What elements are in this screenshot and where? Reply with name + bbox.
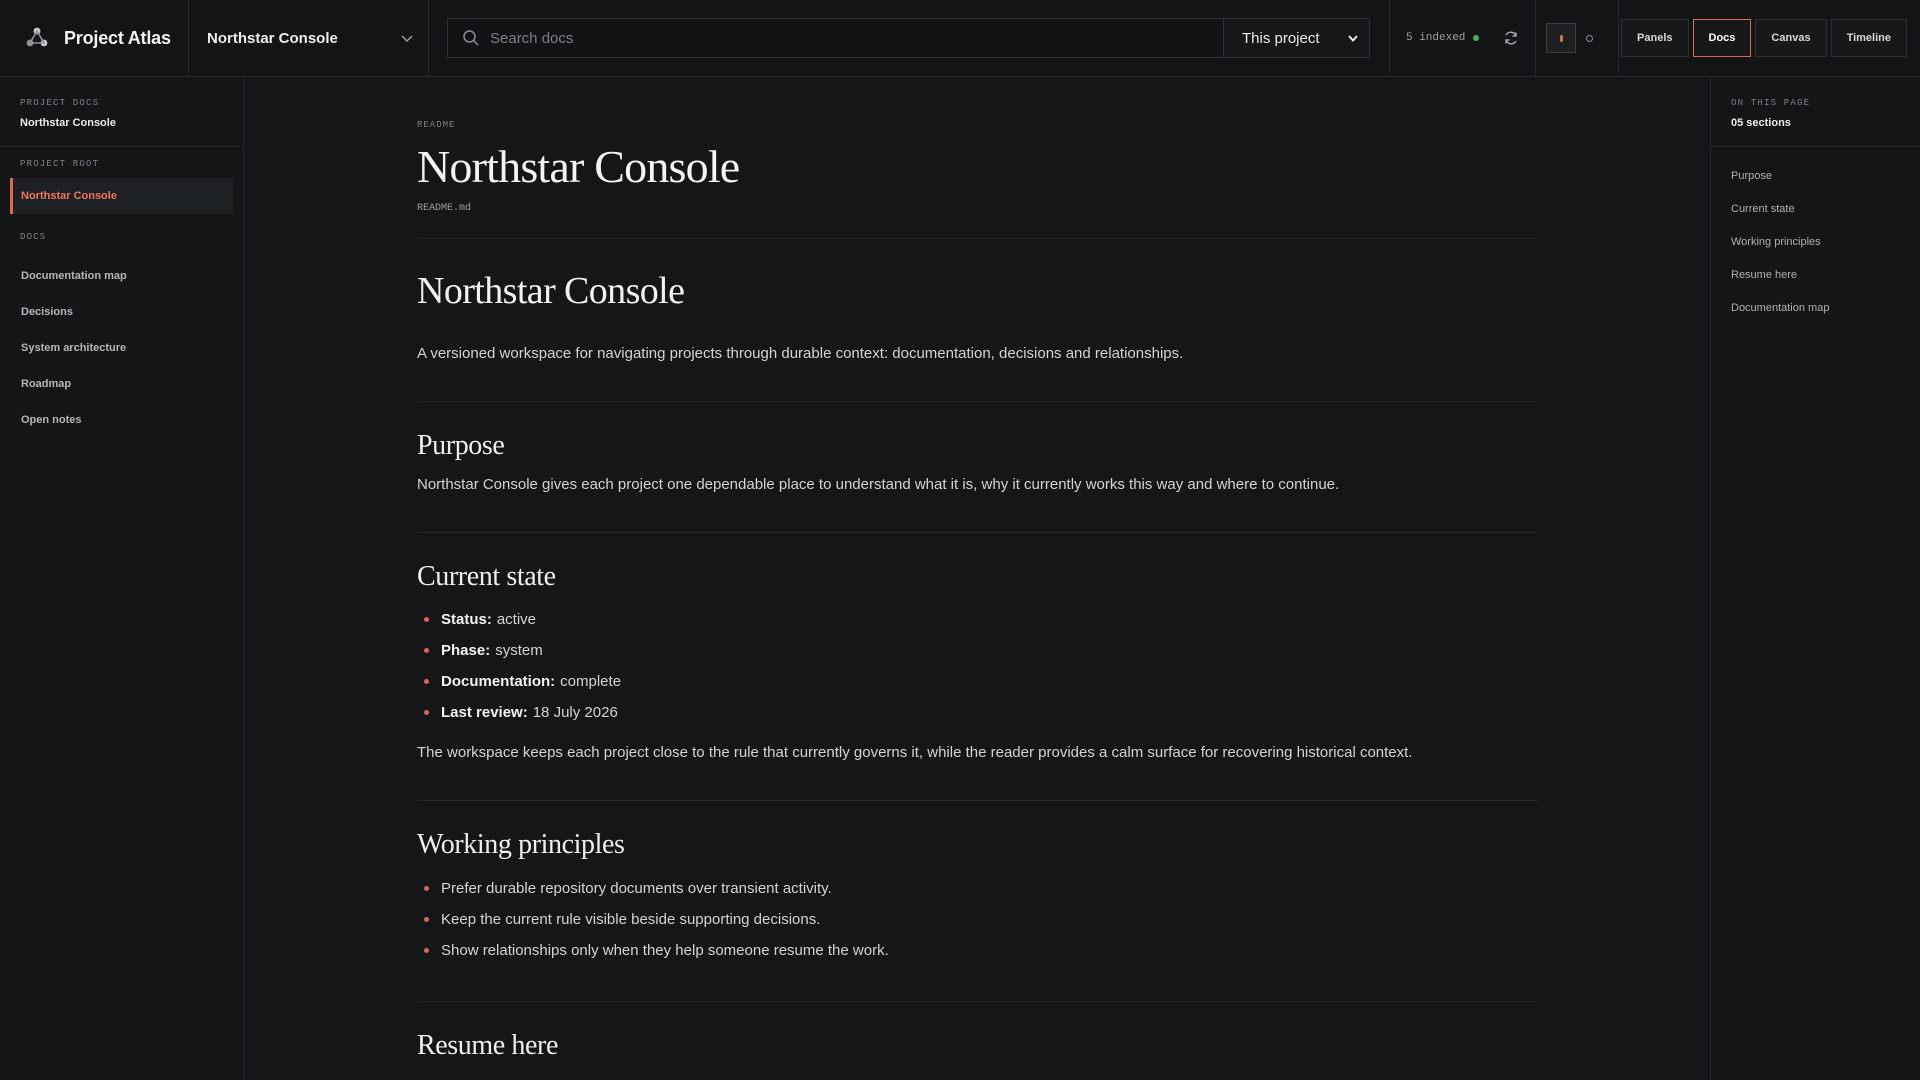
brand[interactable] [0,0,189,76]
sidebar-header [0,77,243,147]
document-title: Northstar Console [417,141,740,192]
toc-item-working-principles[interactable]: Working principles [1731,235,1821,248]
chevron-down-icon [1347,32,1359,44]
purpose-text: Northstar Console gives each project one dependable place to understand what it is, why it currently works this way and where to continue. [417,476,1340,494]
fact-value: complete [560,673,622,691]
purpose-section [417,429,1538,533]
search-area [429,0,1390,76]
sidebar-docs-list [10,258,233,438]
search-scope-value: This project [1242,29,1320,47]
fact-key: Phase: [441,642,491,660]
working-principles-list [417,873,1538,966]
list-item [417,697,1538,728]
project-switcher-label: Northstar Console [207,29,338,47]
sidebar-title: Northstar Console [20,117,116,129]
toc-list [1711,147,1920,324]
list-item [417,604,1538,635]
toc-item-resume-here[interactable]: Resume here [1731,268,1798,281]
toc-eyebrow: ON THIS PAGE [1731,98,1811,108]
list-item [417,635,1538,666]
intro-section [417,270,1538,402]
index-count: 5 indexed [1406,32,1466,44]
document-filename: README.md [417,202,472,214]
toc-item-purpose[interactable]: Purpose [1731,169,1772,182]
view-tabs [1619,0,1920,76]
sidebar-eyebrow: PROJECT DOCS [20,98,100,108]
current-state-heading: Current state [417,560,556,592]
list-item: Keep the current rule visible beside supporting decisions. [417,904,1538,935]
current-state-text: The workspace keeps each project close to the rule that currently governs it, while the reader provides a calm surface for recovering historical context. [417,744,1413,762]
toc-item-current-state[interactable]: Current state [1731,202,1795,215]
fact-key: Documentation: [441,673,556,691]
sidebar-root-label: PROJECT ROOT [20,159,100,169]
chevron-down-icon [400,31,414,45]
intro-text: A versioned workspace for navigating projects through durable context: documentation, decisions and relationships. [417,345,1184,363]
theme-toggle-group [1536,0,1619,76]
current-state-section [417,560,1538,801]
fact-value: system [495,642,543,660]
tab-canvas[interactable]: Canvas [1755,19,1826,57]
current-state-list [417,604,1538,728]
dark-theme-icon [1560,35,1563,42]
toc-section-count: 05 sections [1731,117,1791,129]
sidebar-item-decisions[interactable]: Decisions [21,306,73,318]
index-status-dot [1473,35,1479,41]
document-eyebrow: README [417,120,456,130]
list-item: Prefer durable repository documents over transient activity. [417,873,1538,904]
tab-panels[interactable]: Panels [1621,19,1688,57]
working-principles-section [417,828,1538,1002]
app-title: Project Atlas [64,27,171,48]
intro-heading: Northstar Console [417,269,685,312]
fact-key: Last review: [441,704,528,722]
index-status [1390,0,1536,76]
document-header [417,77,1538,239]
fact-key: Status: [441,611,492,629]
refresh-icon[interactable] [1503,30,1519,46]
project-switcher[interactable] [189,0,429,76]
sidebar-item-system-architecture[interactable]: System architecture [21,342,127,354]
sidebar-docs-label: DOCS [20,232,47,242]
docs-sidebar [0,77,244,1080]
sidebar-item-root[interactable]: Northstar Console [10,178,233,214]
dark-theme-button[interactable] [1546,23,1576,53]
search-scope-select[interactable] [1223,19,1369,57]
sidebar-docs-section [0,214,243,438]
fact-value: active [496,611,537,629]
table-of-contents [1710,77,1920,1080]
fact-value: 18 July 2026 [532,704,618,722]
document-reader [417,77,1538,1080]
atlas-logo-icon [24,25,50,51]
sidebar-root-section [0,147,243,214]
list-item: Show relationships only when they help someone resume the work. [417,935,1538,966]
search-field [448,19,1223,57]
light-theme-icon[interactable] [1586,35,1593,42]
list-item [417,666,1538,697]
search-icon [462,29,480,47]
toc-header [1711,77,1920,147]
resume-heading: Resume here [417,1029,558,1061]
tab-docs[interactable]: Docs [1693,19,1752,57]
toc-item-documentation-map[interactable]: Documentation map [1731,301,1830,314]
search-box [447,18,1370,58]
top-bar [0,0,1920,77]
search-input[interactable] [490,30,1223,47]
purpose-heading: Purpose [417,429,505,461]
resume-section [417,1029,1538,1063]
working-principles-heading: Working principles [417,828,625,860]
sidebar-item-documentation-map[interactable]: Documentation map [21,270,127,282]
sidebar-item-roadmap[interactable]: Roadmap [21,378,72,390]
sidebar-item-open-notes[interactable]: Open notes [21,414,82,426]
tab-timeline[interactable]: Timeline [1831,19,1907,57]
